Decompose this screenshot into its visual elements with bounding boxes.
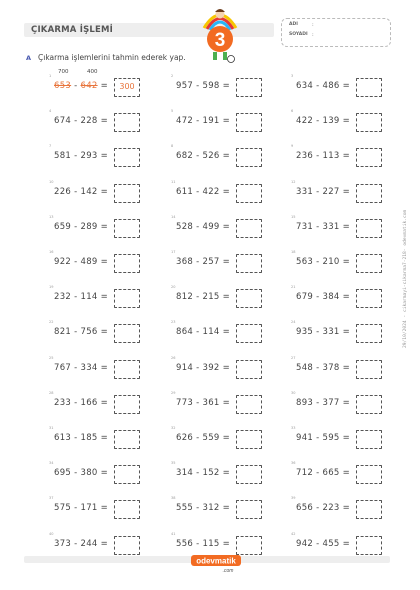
answer-box[interactable]: [236, 465, 262, 484]
answer-box[interactable]: [114, 289, 140, 308]
answer-box[interactable]: [114, 254, 140, 273]
problem-number: 4: [49, 109, 52, 114]
side-text: 29/10/2024 - cikarmayi-cikarma7-218- odevmatik.com: [403, 209, 408, 348]
problem-number: 35: [171, 461, 176, 466]
problem-number: 21: [291, 285, 296, 290]
problem-expression: 957 - 598 =: [176, 81, 231, 91]
answer-box[interactable]: [114, 148, 140, 167]
problem-number: 9: [291, 144, 294, 149]
answer-box[interactable]: [114, 465, 140, 484]
problem-number: 29: [171, 390, 176, 395]
answer-box[interactable]: [114, 430, 140, 449]
answer-box[interactable]: [356, 395, 382, 414]
problem-number: 5: [171, 109, 174, 114]
answer-box[interactable]: [356, 113, 382, 132]
crossed-number: 653: [54, 81, 72, 91]
problem-number: 27: [291, 355, 296, 360]
problem-expression: 659 - 289 =: [54, 221, 109, 232]
footer-logo-main: odevmatik: [196, 556, 236, 566]
crossed-number: 642: [80, 81, 98, 91]
problem-expression: 634 - 486 =: [296, 81, 351, 91]
answer-box[interactable]: [236, 289, 262, 308]
problem-number: 1: [49, 74, 52, 78]
problem-expression: 233 - 166 =: [54, 397, 109, 408]
answer-box[interactable]: [236, 78, 262, 97]
problem-expression: 864 - 114 =: [176, 327, 231, 338]
problem-number: 38: [171, 496, 176, 501]
answer-box[interactable]: [236, 324, 262, 343]
problem-expression: 555 - 312 =: [176, 503, 231, 514]
problem-expression: 893 - 377 =: [296, 397, 351, 408]
problem-expression: 472 - 191 =: [176, 116, 231, 127]
problem-number: 11: [171, 179, 176, 184]
problem-number: 7: [49, 144, 52, 149]
problem-expression: 731 - 331 =: [296, 221, 351, 232]
answer-box[interactable]: [114, 184, 140, 203]
problem-number: 32: [171, 426, 176, 430]
problem-number: 39: [291, 496, 296, 501]
instruction-letter: A: [26, 54, 32, 62]
answer-box[interactable]: [356, 289, 382, 308]
problem-expression: 422 - 139 =: [296, 116, 351, 127]
page-title: ÇIKARMA İŞLEMİ: [31, 25, 114, 35]
estimate-first: 700: [58, 69, 69, 75]
problem-expression: 613 - 185 =: [54, 433, 109, 443]
answer-box[interactable]: [356, 430, 382, 449]
problem-expression: 812 - 215 =: [176, 292, 231, 303]
problem-expression: 712 - 665 =: [296, 468, 351, 479]
problem-number: 36: [291, 461, 296, 466]
grade-number: 3: [214, 30, 226, 51]
answer-box[interactable]: [236, 430, 262, 449]
problem-number: 2: [171, 74, 174, 78]
problem-expression: 232 - 114 =: [54, 292, 109, 303]
answer-box[interactable]: [356, 254, 382, 273]
problem-number: 41: [171, 531, 176, 536]
answer-box[interactable]: [114, 324, 140, 343]
answer-box[interactable]: [356, 324, 382, 343]
problem-expression: 331 - 227 =: [296, 186, 351, 197]
problem-expression: 236 - 113 =: [296, 151, 351, 162]
problem-expression: 914 - 392 =: [176, 362, 231, 373]
answer-box[interactable]: [356, 465, 382, 484]
problem-number: 3: [291, 74, 294, 78]
problem-number: 6: [291, 109, 294, 114]
problem-expression: 656 - 223 =: [296, 503, 351, 514]
problem-number: 13: [49, 214, 54, 219]
answer-box[interactable]: [236, 254, 262, 273]
problem-expression: 821 - 756 =: [54, 327, 109, 338]
problem-number: 10: [49, 179, 54, 184]
answer-box[interactable]: [114, 500, 140, 519]
answer-value: 300: [119, 82, 135, 91]
answer-box[interactable]: [236, 500, 262, 519]
answer-box[interactable]: [114, 360, 140, 379]
problem-expression: 674 - 228 =: [54, 116, 109, 127]
problem-expression: 563 - 210 =: [296, 257, 351, 267]
problem-expression: 942 - 455 =: [296, 538, 351, 549]
problem-expression: 767 - 334 =: [54, 362, 109, 373]
problem-number: 25: [49, 355, 54, 360]
answer-box[interactable]: [236, 184, 262, 203]
problem-expression: 373 - 244 =: [54, 538, 109, 549]
answer-box[interactable]: [236, 148, 262, 167]
instruction-text: Çıkarma işlemlerini tahmin ederek yap.: [38, 53, 186, 62]
problem-expression: 626 - 559 =: [176, 433, 231, 443]
footer-logo: [190, 553, 242, 575]
problem-expression: 548 - 378 =: [296, 362, 351, 373]
problem-number: 22: [49, 320, 54, 325]
answer-box[interactable]: [356, 536, 382, 555]
problem-expression: 611 - 422 =: [176, 186, 231, 197]
grade-logo: [198, 6, 242, 64]
problem-expression: 226 - 142 =: [54, 186, 109, 197]
problem-expression: 679 - 384 =: [296, 292, 351, 303]
name-colon: :: [312, 22, 314, 28]
surname-label: SOYADI: [289, 32, 308, 37]
problem-number: 17: [171, 250, 176, 254]
name-label: ADI: [289, 22, 298, 27]
problem-expression: 575 - 171 =: [54, 503, 109, 514]
problem-number: 34: [49, 461, 54, 466]
problem-expression: 556 - 115 =: [176, 538, 231, 549]
answer-box[interactable]: [236, 536, 262, 555]
problem-expression: 695 - 380 =: [54, 468, 109, 479]
problem-number: 26: [171, 355, 176, 360]
problem-number: 16: [49, 250, 54, 254]
problem-expression: 682 - 526 =: [176, 151, 231, 162]
problem-expression: 314 - 152 =: [176, 468, 231, 479]
footer-logo-sub: .com: [222, 568, 234, 574]
problem-number: 15: [291, 214, 296, 219]
answer-box[interactable]: [114, 395, 140, 414]
problem-expression: 773 - 361 =: [176, 397, 231, 408]
problem-expression: 935 - 331 =: [296, 327, 351, 338]
problem-number: 24: [291, 320, 296, 325]
answer-box[interactable]: [356, 219, 382, 238]
answer-box[interactable]: [114, 219, 140, 238]
problem-number: 19: [49, 285, 54, 290]
problem-expression: 368 - 257 =: [176, 257, 231, 267]
problem-number: 20: [171, 285, 176, 290]
answer-box[interactable]: [114, 536, 140, 555]
problem-expression: 653 - 642 =: [54, 81, 109, 91]
problem-number: 28: [49, 390, 54, 395]
problem-expression: 528 - 499 =: [176, 221, 231, 232]
answer-box[interactable]: [236, 360, 262, 379]
answer-box[interactable]: [356, 500, 382, 519]
side-watermark: [399, 158, 407, 348]
problem-number: 23: [171, 320, 176, 325]
ball-icon: [228, 56, 235, 63]
answer-box[interactable]: [356, 184, 382, 203]
surname-colon: :: [312, 32, 314, 38]
answer-box[interactable]: [114, 113, 140, 132]
answer-box[interactable]: [236, 219, 262, 238]
problem-expression: 941 - 595 =: [296, 433, 351, 443]
problem-number: 18: [291, 250, 296, 254]
problem-expression: 581 - 293 =: [54, 151, 109, 162]
answer-box[interactable]: [356, 78, 382, 97]
answer-box[interactable]: [356, 148, 382, 167]
problem-number: 31: [49, 426, 54, 430]
problem-number: 8: [171, 144, 174, 149]
problem-number: 37: [49, 496, 54, 501]
answer-box[interactable]: [114, 78, 140, 97]
problem-number: 14: [171, 214, 176, 219]
problem-number: 42: [291, 531, 296, 536]
answer-box[interactable]: [236, 395, 262, 414]
answer-box[interactable]: [236, 113, 262, 132]
problem-expression: 922 - 489 =: [54, 257, 109, 267]
answer-box[interactable]: [356, 360, 382, 379]
problem-number: 12: [291, 179, 296, 184]
problem-number: 30: [291, 390, 296, 395]
estimate-second: 400: [87, 69, 98, 75]
problem-number: 33: [291, 426, 296, 430]
problem-number: 40: [49, 531, 54, 536]
